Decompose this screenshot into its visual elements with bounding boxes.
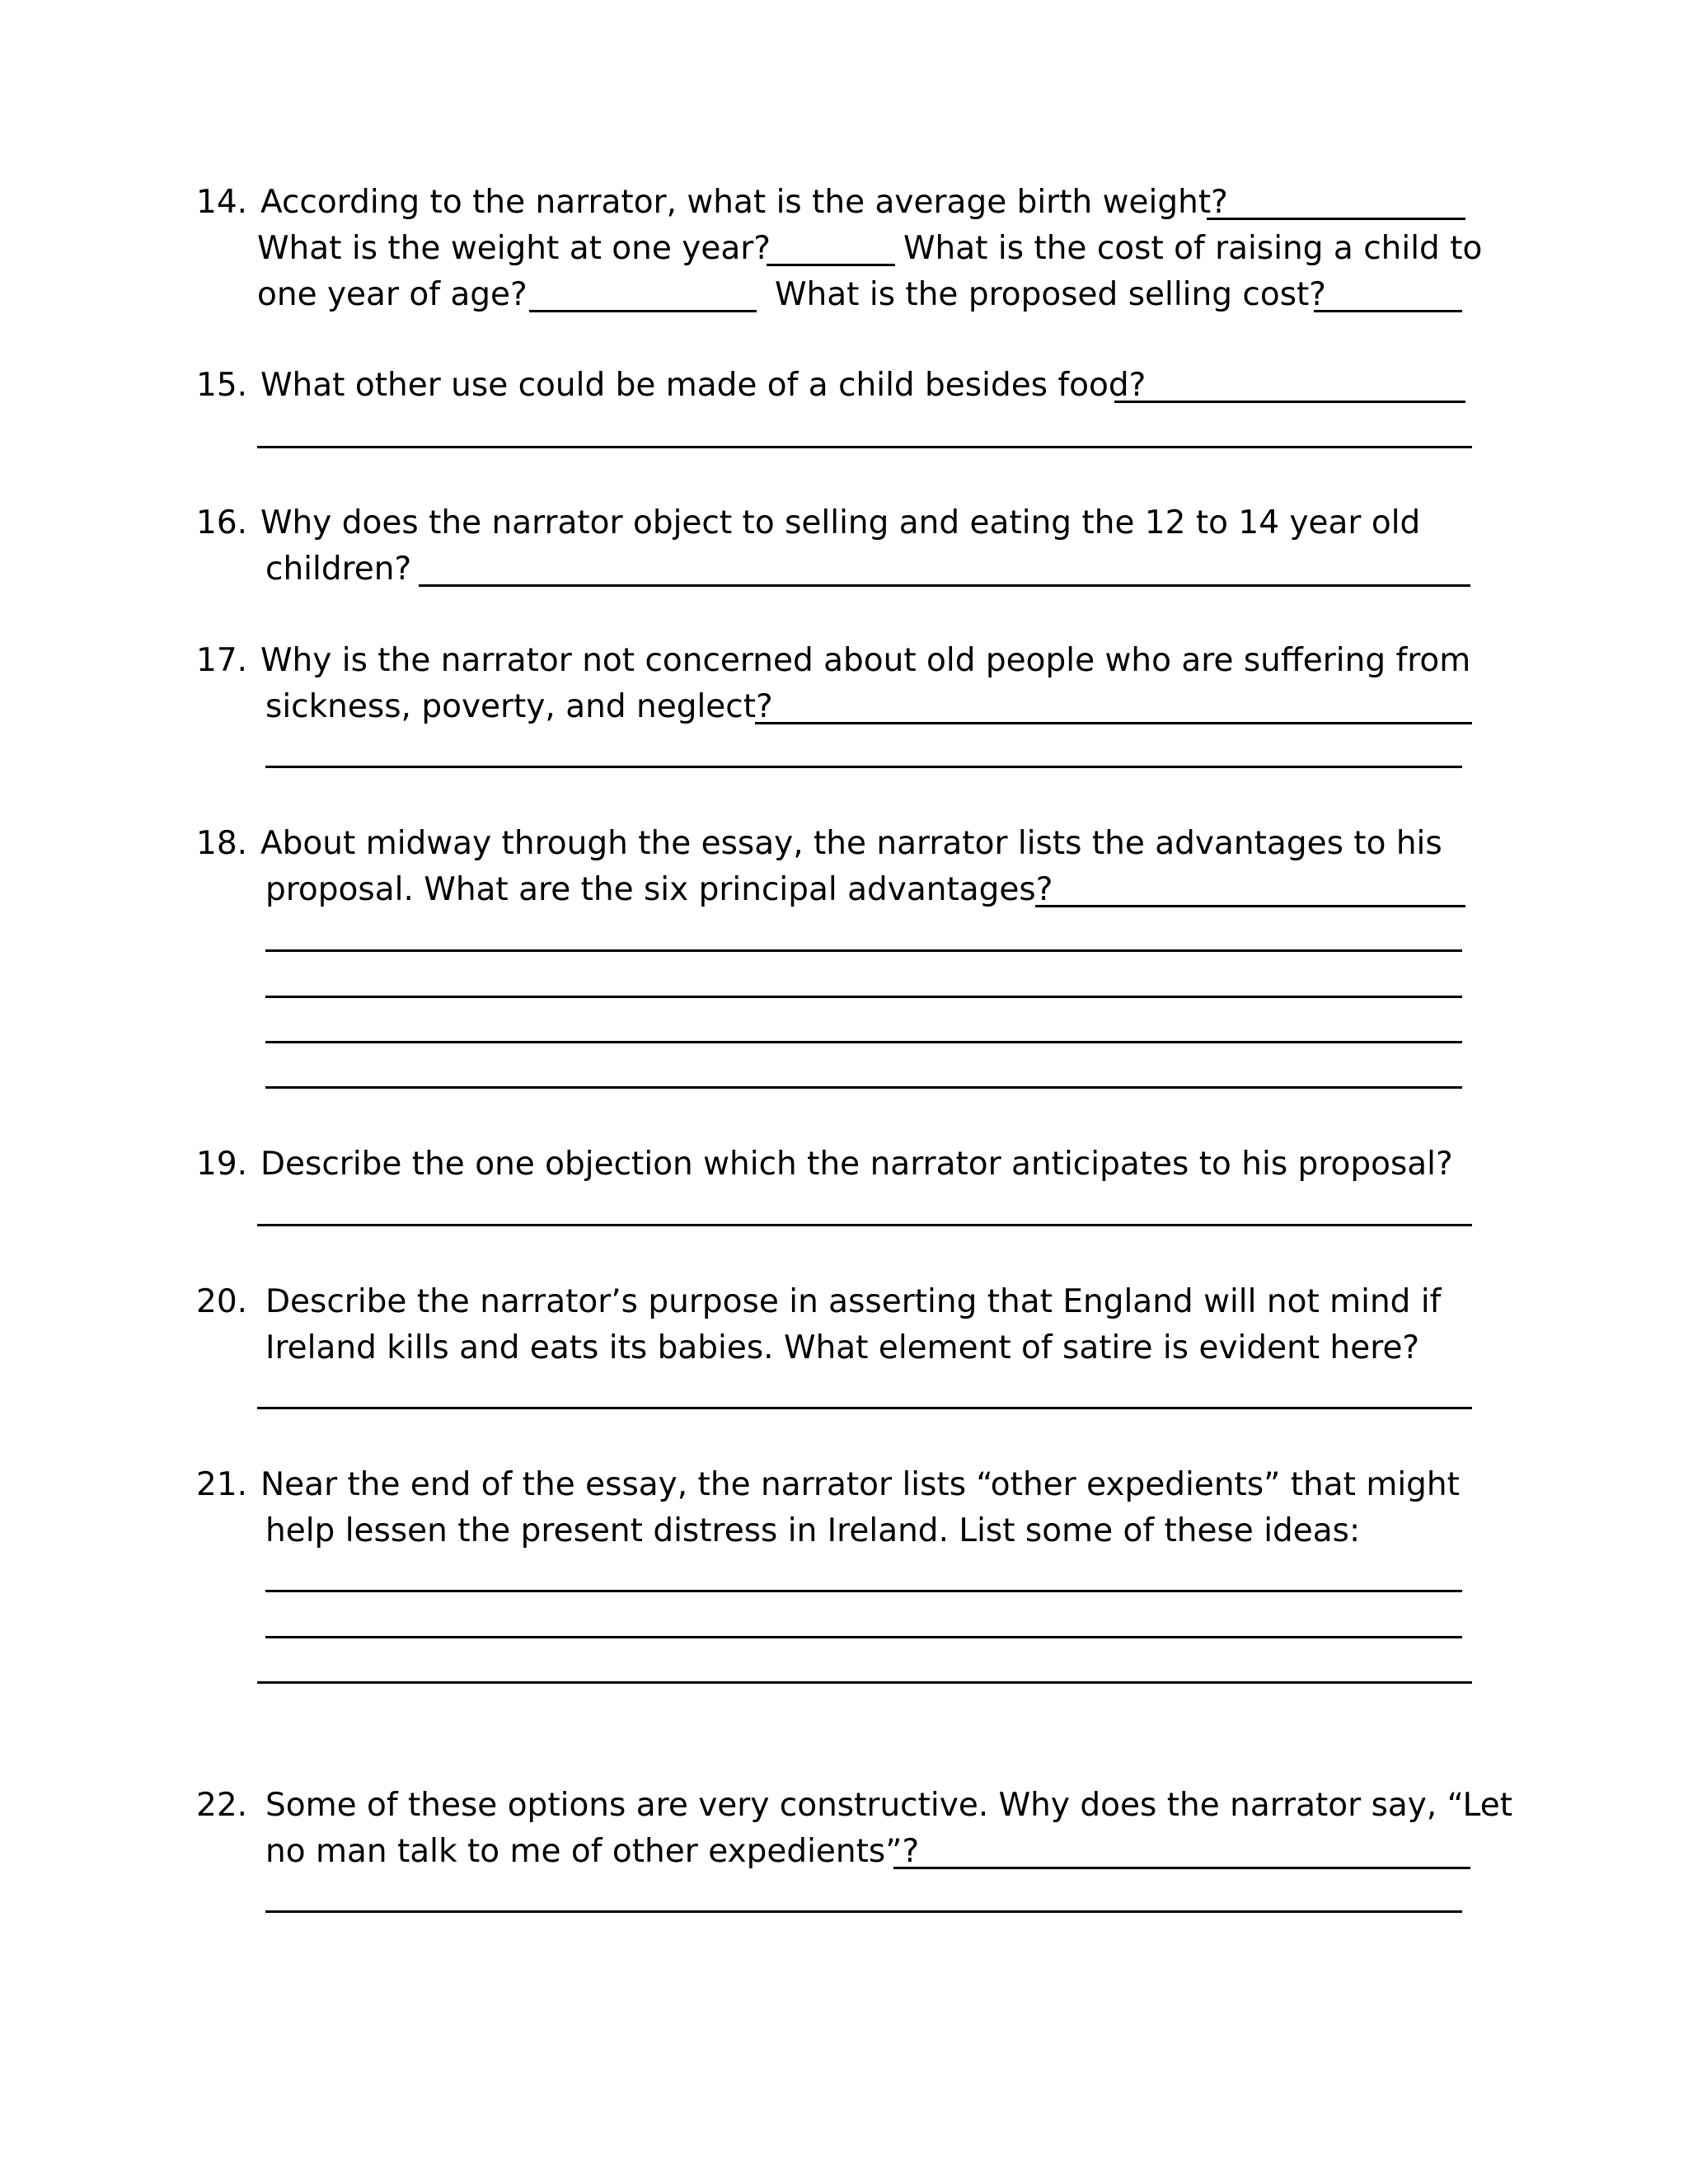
- question-text: Near the end of the essay, the narrator lists “other expedients” that might: [260, 1466, 1460, 1503]
- question-text: About midway through the essay, the narrator lists the advantages to his: [260, 825, 1442, 862]
- question-text: help lessen the present distress in Ireland. List some of these ideas:: [265, 1512, 1361, 1549]
- question-text: one year of age?: [257, 276, 528, 313]
- question-text: What is the proposed selling cost?: [775, 276, 1326, 313]
- question-text: Ireland kills and eats its babies. What element of satire is evident here?: [265, 1329, 1420, 1366]
- question-number: 14.: [196, 184, 248, 221]
- question-number: 22.: [196, 1787, 248, 1824]
- answer-blank[interactable]: [419, 584, 1470, 587]
- answer-blank[interactable]: [265, 1636, 1462, 1638]
- answer-blank[interactable]: [265, 1910, 1462, 1913]
- answer-blank[interactable]: [265, 1086, 1462, 1089]
- question-number: 21.: [196, 1466, 248, 1503]
- question-text: What is the cost of raising a child to: [903, 230, 1483, 267]
- answer-blank[interactable]: [257, 446, 1472, 448]
- answer-blank[interactable]: [265, 766, 1462, 768]
- answer-blank[interactable]: [893, 1867, 1470, 1869]
- question-text: proposal. What are the six principal advantages?: [265, 871, 1053, 908]
- question-number: 19.: [196, 1146, 248, 1183]
- answer-blank-selling-cost[interactable]: [1314, 310, 1462, 312]
- answer-blank[interactable]: [755, 722, 1472, 724]
- answer-blank[interactable]: [265, 949, 1462, 952]
- answer-blank[interactable]: [257, 1681, 1472, 1684]
- answer-blank[interactable]: [265, 996, 1462, 998]
- answer-blank-cost-raising[interactable]: [529, 310, 757, 312]
- question-text: sickness, poverty, and neglect?: [265, 688, 773, 725]
- question-text: Some of these options are very constructive. Why does the narrator say, “Let: [265, 1787, 1513, 1824]
- question-text: Describe the narrator’s purpose in asserting that England will not mind if: [265, 1283, 1442, 1320]
- question-text: Describe the one objection which the narrator anticipates to his proposal?: [260, 1146, 1453, 1183]
- answer-blank[interactable]: [265, 1041, 1462, 1043]
- answer-blank[interactable]: [1035, 905, 1465, 907]
- question-text: According to the narrator, what is the average birth weight?: [260, 184, 1228, 221]
- question-text: What other use could be made of a child besides food?: [260, 367, 1146, 404]
- answer-blank-birth-weight[interactable]: [1207, 218, 1465, 220]
- question-number: 20.: [196, 1283, 248, 1320]
- question-text: Why is the narrator not concerned about old people who are suffering from: [260, 642, 1471, 679]
- question-text: What is the weight at one year?: [257, 230, 771, 267]
- question-text: children?: [265, 551, 412, 588]
- question-number: 15.: [196, 367, 248, 404]
- answer-blank[interactable]: [257, 1224, 1472, 1226]
- question-number: 17.: [196, 642, 248, 679]
- question-number: 16.: [196, 504, 248, 541]
- question-number: 18.: [196, 825, 248, 862]
- answer-blank[interactable]: [265, 1590, 1462, 1592]
- answer-blank-weight-one-year[interactable]: [767, 264, 895, 266]
- answer-blank[interactable]: [1114, 401, 1465, 403]
- question-text: Why does the narrator object to selling and eating the 12 to 14 year old: [260, 504, 1421, 541]
- answer-blank[interactable]: [257, 1407, 1472, 1409]
- question-text: no man talk to me of other expedients”?: [265, 1833, 920, 1870]
